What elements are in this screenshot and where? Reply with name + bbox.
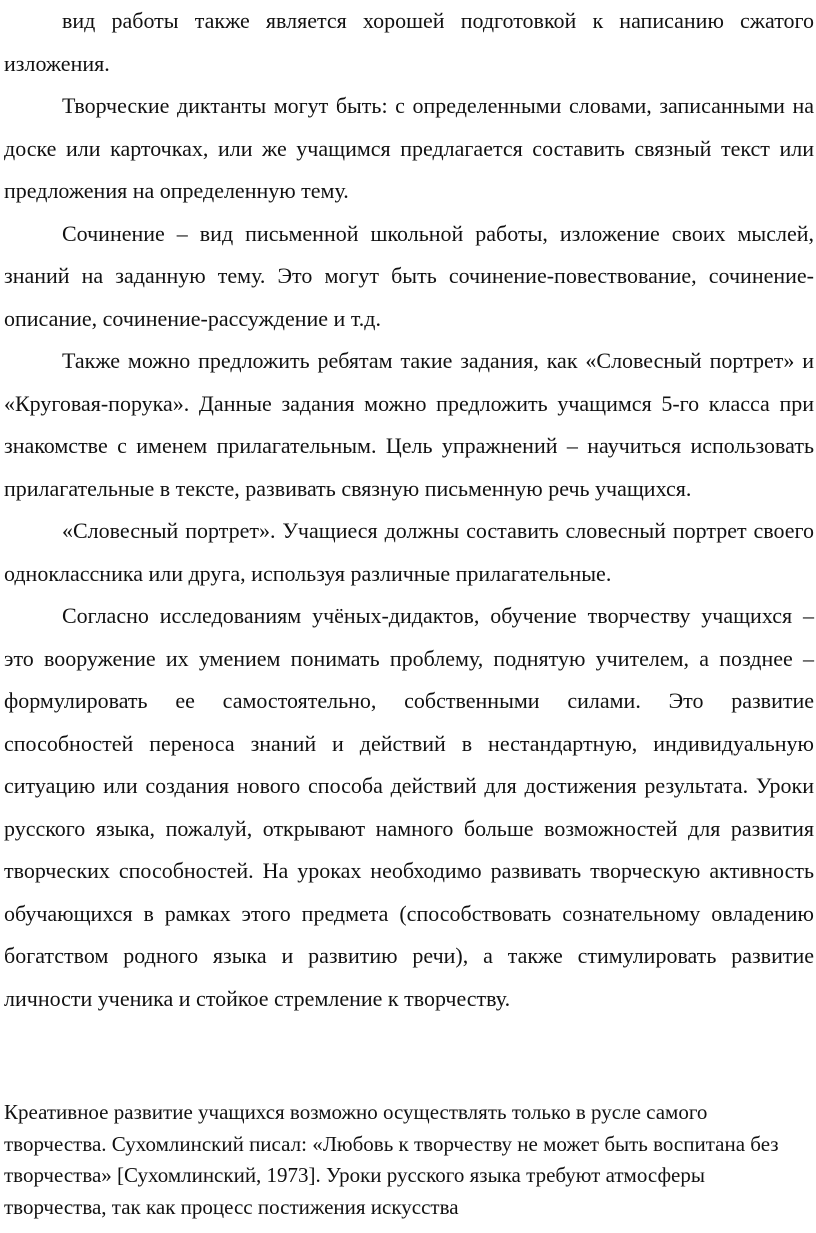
paragraph-creative-dictations: Творческие диктанты могут быть: с определенными словами, записанными на доске или карточках, или же учащимся предлагается составить связный текст или предложения на определенную тему. xyxy=(4,93,814,203)
paragraph-research: Согласно исследованиям учёных-дидактов, обучение творчеству учащихся – это вооружение их умением понимать проблему, поднятую учителем, а позднее – формулировать ее самостоятельно, собственными силами. Это развитие способностей переноса знаний и действий в нестандартную, индивидуальную ситуацию или создания нового способа действий для достижения результата. Уроки русского языка, пожалуй, открывают намного больше возможностей для развития творческих способностей. На уроках необходимо развивать творческую активность обучающихся в рамках этого предмета (способствовать сознательному овладению богатством родного языка и развитию речи), а также стимулировать развитие личности ученика и стойкое стремление к творчеству. xyxy=(4,603,814,1011)
paragraph-continuation: вид работы также является хорошей подготовкой к написанию сжатого изложения. xyxy=(4,8,814,76)
paragraph-verbal-portrait: «Словесный портрет». Учащиеся должны составить словесный портрет своего одноклассника или друга, используя различные прилагательные. xyxy=(4,518,814,586)
paragraph-tasks: Также можно предложить ребятам такие задания, как «Словесный портрет» и «Круговая-порука». Данные задания можно предложить учащимся 5-го класса при знакомстве с именем прилагательным. Цель упражнений – научиться использовать прилагательные в тексте, развивать связную письменную речь учащихся. xyxy=(4,348,814,501)
document-body xyxy=(4,0,814,1020)
paragraph-composition: Сочинение – вид письменной школьной работы, изложение своих мыслей, знаний на заданную тему. Это могут быть сочинение-повествование, сочинение-описание, сочинение-рассуждение и т.д. xyxy=(4,220,814,331)
paragraph-creative-development: Креативное развитие учащихся возможно осуществлять только в русле самого творчества. Сухомлинский писал: «Любовь к творчеству не может быть воспитана без творчества» [Сухомлинский, 1973]. Уроки русского языка требуют атмосферы творчества, так как процесс постижения искусства xyxy=(4,1100,779,1219)
